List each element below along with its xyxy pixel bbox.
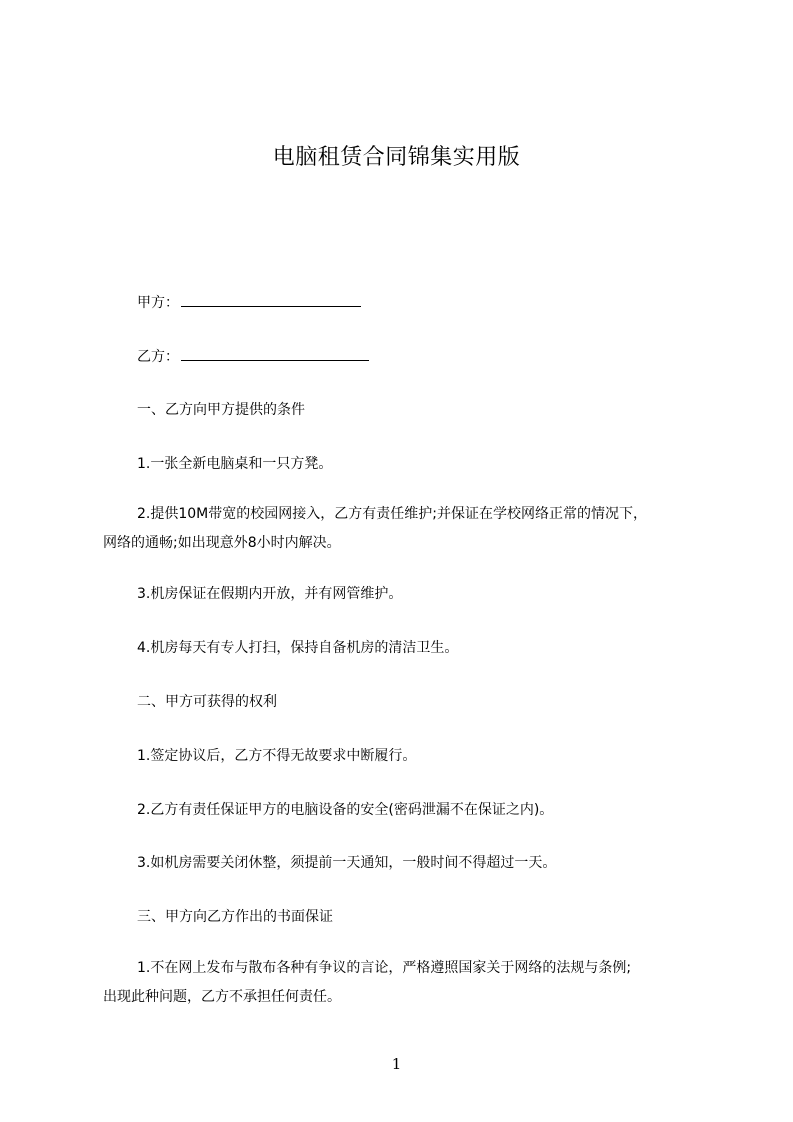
party-a-blank (181, 292, 361, 307)
section-3-item-1-line-2: 出现此种问题，乙方不承担任何责任。 (103, 989, 341, 1005)
section-2-item-1: 1.签定协议后，乙方不得无故要求中断履行。 (137, 748, 417, 764)
section-1-item-2-line-1: 2.提供10M带宽的校园网接入，乙方有责任维护;并保证在学校网络正常的情况下， (137, 506, 647, 522)
section-2-heading: 二、甲方可获得的权利 (137, 694, 277, 710)
section-3-item-1 (103, 954, 723, 1012)
section-1-heading: 一、乙方向甲方提供的条件 (137, 402, 305, 418)
section-1-item-3: 3.机房保证在假期内开放，并有网管维护。 (137, 586, 403, 602)
party-a-label: 甲方： (137, 295, 179, 311)
party-b-line (137, 346, 369, 367)
page-number: 1 (391, 1055, 402, 1073)
section-1-item-2-line-2: 网络的通畅;如出现意外8小时内解决。 (103, 535, 341, 551)
section-2-item-3: 3.如机房需要关闭休整，须提前一天通知，一般时间不得超过一天。 (137, 855, 557, 871)
party-a-line (137, 292, 361, 313)
section-2-item-2: 2.乙方有责任保证甲方的电脑设备的安全(密码泄漏不在保证之内)。 (137, 802, 554, 818)
party-b-label: 乙方： (137, 349, 179, 365)
section-1-item-1: 1.一张全新电脑桌和一只方凳。 (137, 456, 333, 472)
document-title: 电脑租赁合同锦集实用版 (272, 145, 521, 170)
section-3-heading: 三、甲方向乙方作出的书面保证 (137, 909, 333, 925)
section-1-item-2 (103, 500, 723, 558)
section-1-item-4: 4.机房每天有专人打扫，保持自备机房的清洁卫生。 (137, 640, 459, 656)
party-b-blank (181, 346, 369, 361)
section-3-item-1-line-1: 1.不在网上发布与散布各种有争议的言论，严格遵照国家关于网络的法规与条例; (137, 960, 632, 976)
